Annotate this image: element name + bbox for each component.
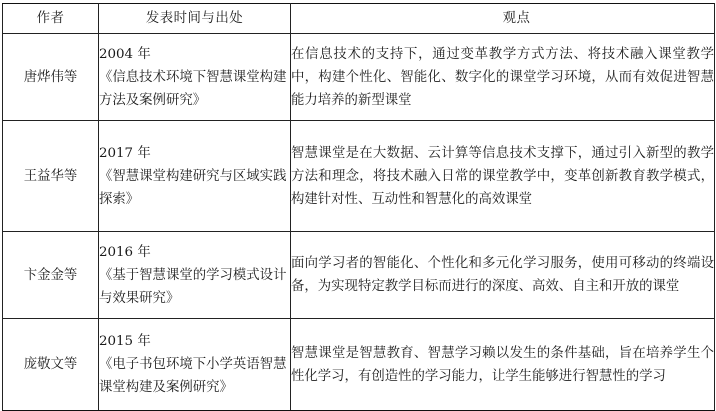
cell-title: 《电子书包环境下小学英语智慧课堂构建及案例研究》 bbox=[99, 357, 287, 395]
cell-title: 《基于智慧课堂的学习模式设计与效果研究》 bbox=[99, 267, 287, 306]
cell-author: 卞金金等 bbox=[3, 232, 99, 319]
table-row bbox=[3, 319, 715, 411]
cell-source bbox=[99, 121, 291, 232]
cell-view: 智慧课堂是智慧教育、智慧学习赖以发生的条件基础，旨在培养学生个性化学习，有创造性的学习能力，让学生能够进行智慧性的学习 bbox=[291, 319, 715, 411]
header-author: 作者 bbox=[3, 4, 99, 34]
cell-source bbox=[99, 319, 291, 411]
table-row bbox=[3, 232, 715, 319]
cell-author: 庞敬文等 bbox=[3, 319, 99, 411]
cell-year: 2017 年 bbox=[99, 145, 151, 161]
cell-author: 王益华等 bbox=[3, 121, 99, 232]
cell-view: 面向学习者的智能化、个性化和多元化学习服务，使用可移动的终端设备，为实现特定教学目标而进行的深度、高效、自主和开放的课堂 bbox=[291, 232, 715, 319]
cell-source bbox=[99, 34, 291, 121]
literature-table bbox=[2, 3, 715, 411]
cell-author: 唐烨伟等 bbox=[3, 34, 99, 121]
cell-year: 2016 年 bbox=[99, 244, 151, 260]
cell-year: 2015 年 bbox=[99, 334, 151, 349]
cell-source bbox=[99, 232, 291, 319]
table-header-row bbox=[3, 4, 715, 34]
cell-year: 2004 年 bbox=[99, 46, 151, 62]
cell-view: 在信息技术的支持下，通过变革教学方式方法、将技术融入课堂教学中，构建个性化、智能化、数字化的课堂学习环境，从而有效促进智慧能力培养的新型课堂 bbox=[291, 34, 715, 121]
cell-view: 智慧课堂是在大数据、云计算等信息技术支撑下，通过引入新型的教学方法和理念，将技术融入日常的课堂教学中，变革创新教育教学模式，构建针对性、互动性和智慧化的高效课堂 bbox=[291, 121, 715, 232]
table-row bbox=[3, 34, 715, 121]
header-view: 观点 bbox=[291, 4, 715, 34]
cell-title: 《信息技术环境下智慧课堂构建方法及案例研究》 bbox=[99, 69, 287, 108]
cell-title: 《智慧课堂构建研究与区域实践探索》 bbox=[99, 168, 287, 207]
table-row bbox=[3, 121, 715, 232]
header-source: 发表时间与出处 bbox=[99, 4, 291, 34]
